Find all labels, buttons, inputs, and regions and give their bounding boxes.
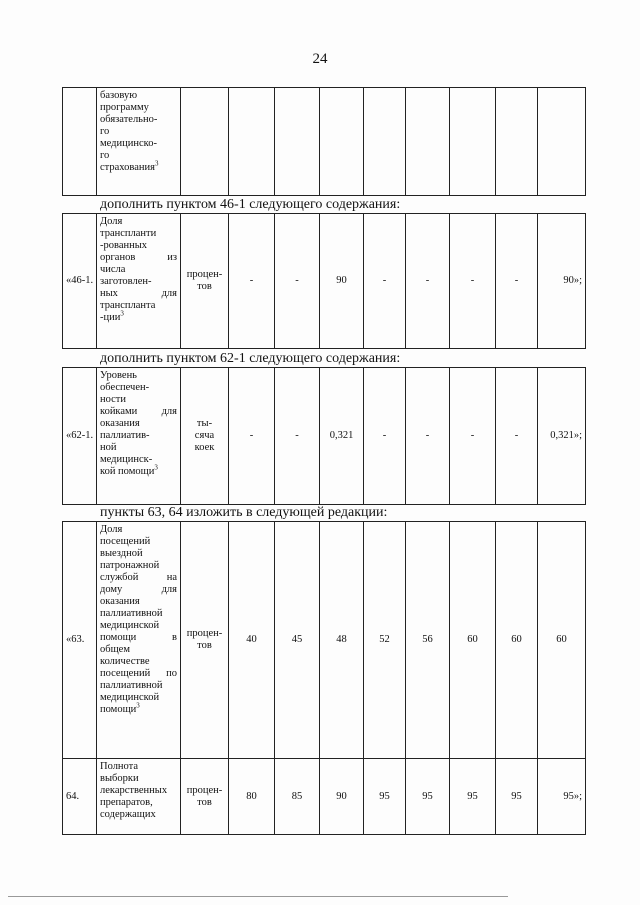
unit-cell — [181, 214, 229, 349]
indicator-name-line: медицинской — [100, 620, 160, 631]
indicator-name-word: в — [172, 632, 177, 643]
unit-line: тов — [197, 640, 212, 651]
indicator-name-word: по — [166, 668, 177, 679]
value-cell: 52 — [364, 522, 406, 759]
indicator-name-line: ности — [100, 394, 126, 405]
indicator-name-cell — [97, 522, 181, 759]
indicator-name-word: для — [161, 288, 177, 299]
indicator-name-line: количестве — [100, 656, 150, 667]
indicator-name-line: медицинско- — [100, 138, 157, 149]
unit-line: процен- — [186, 269, 223, 280]
value-cell: - — [364, 214, 406, 349]
unit-cell — [181, 368, 229, 505]
indicator-name-line: паллиативной — [100, 608, 163, 619]
unit-line: коек — [194, 442, 215, 453]
indicator-name-line: программу — [100, 102, 149, 113]
indicator-name-cell — [97, 214, 181, 349]
value-cell: 48 — [320, 522, 364, 759]
indicator-name-line: базовую — [100, 90, 138, 101]
indicator-name-line — [100, 572, 177, 584]
indicator-name-line: оказания — [100, 418, 140, 429]
footer-divider — [8, 896, 508, 897]
value-cell — [496, 88, 538, 196]
indicator-name-line: посещений — [100, 536, 151, 547]
row-number-cell: «46-1. — [63, 214, 97, 349]
value-cell: 0,321»; — [538, 368, 586, 505]
footnote-marker: 3 — [154, 159, 159, 168]
indicator-name-line: ной — [100, 442, 117, 453]
indicator-name-line — [100, 668, 177, 680]
value-cell: - — [496, 214, 538, 349]
indicator-name-line: обеспечен- — [100, 382, 150, 393]
value-cell: 95 — [496, 759, 538, 835]
value-cell: - — [275, 214, 320, 349]
value-cell: 90 — [320, 214, 364, 349]
indicator-name-line: -рованных — [100, 240, 148, 251]
value-cell: - — [364, 368, 406, 505]
value-cell: 85 — [275, 759, 320, 835]
row-number-cell: «62-1. — [63, 368, 97, 505]
indicator-name-line: Доля — [100, 524, 123, 535]
value-cell — [229, 88, 275, 196]
indicator-name-line: паллиатив- — [100, 430, 150, 441]
indicator-name-line — [100, 406, 177, 418]
indicator-name-line: Доля — [100, 216, 123, 227]
indicator-name-line: го — [100, 126, 110, 137]
indicator-name-word: для — [161, 584, 177, 595]
unit-cell — [181, 522, 229, 759]
table-row — [63, 759, 586, 835]
indicator-name-line: Полнота — [100, 761, 139, 772]
value-cell: 60 — [496, 522, 538, 759]
indicator-name-line: заготовлен- — [100, 276, 152, 287]
value-cell: 45 — [275, 522, 320, 759]
unit-line: сяча — [194, 430, 215, 441]
indicator-name-line: патронажной — [100, 560, 160, 571]
indicator-name-line: содержащих — [100, 809, 156, 820]
value-cell — [450, 88, 496, 196]
indicator-name-cell — [97, 88, 181, 196]
indicator-name-line — [100, 252, 177, 264]
row-number-cell: «63. — [63, 522, 97, 759]
value-cell: - — [275, 368, 320, 505]
indicator-name-line: помощи$^3$ — [100, 701, 140, 715]
instruction-text-62-1: дополнить пунктом 62-1 следующего содержания: — [100, 351, 401, 366]
indicator-name-line: общем — [100, 644, 130, 655]
indicator-name-word: на — [166, 572, 177, 583]
value-cell — [538, 88, 586, 196]
indicator-name-line: оказания — [100, 596, 140, 607]
unit-line: ты- — [196, 418, 213, 429]
indicator-name-word: для — [161, 406, 177, 417]
indicator-name-line: обязательно- — [100, 114, 158, 125]
unit-line: тов — [197, 796, 212, 808]
table-row-46-1-block — [62, 213, 586, 349]
indicator-name-word: ных — [100, 288, 118, 299]
value-cell: - — [406, 368, 450, 505]
indicator-name-line: лекарственных — [100, 785, 168, 796]
indicator-name-cell — [97, 368, 181, 505]
value-cell: 95»; — [538, 759, 586, 835]
indicator-name-line: кой помощи$^3$ — [100, 463, 158, 477]
indicator-name-line: транспланти — [100, 228, 157, 239]
indicator-name-word: органов — [100, 252, 136, 263]
indicator-name-line — [100, 288, 177, 300]
table-row — [63, 214, 586, 349]
indicator-name — [100, 90, 177, 174]
table-rows-63-64-block — [62, 521, 586, 835]
unit-line: процен- — [186, 784, 223, 796]
unit-line: тов — [197, 281, 212, 292]
value-cell: 95 — [406, 759, 450, 835]
value-cell: - — [496, 368, 538, 505]
indicator-name-word: дому — [100, 584, 123, 595]
table-block-continuation — [62, 87, 586, 196]
value-cell: 95 — [450, 759, 496, 835]
value-cell: 90 — [320, 759, 364, 835]
table-row — [63, 368, 586, 505]
indicator-name-word: посещений — [100, 668, 151, 679]
num-cell — [63, 88, 97, 196]
value-cell: 95 — [364, 759, 406, 835]
indicator-name-word: службой — [100, 572, 139, 583]
indicator-name-line: выездной — [100, 548, 143, 559]
instruction-text-46-1: дополнить пунктом 46-1 следующего содержания: — [100, 197, 401, 212]
indicator-name-line: препаратов, — [100, 797, 153, 808]
indicator-name-line: страхования$^3$ — [100, 159, 159, 173]
indicator-name-line: го — [100, 150, 110, 161]
indicator-name-word: койками — [100, 406, 138, 417]
table-row-62-1-block — [62, 367, 586, 505]
unit-cell — [181, 88, 229, 196]
indicator-name-line: медицинской — [100, 692, 160, 703]
value-cell: 0,321 — [320, 368, 364, 505]
value-cell — [364, 88, 406, 196]
value-cell: 56 — [406, 522, 450, 759]
value-cell — [320, 88, 364, 196]
value-cell: - — [406, 214, 450, 349]
indicator-name-word: помощи — [100, 632, 137, 643]
indicator-name-word: из — [167, 252, 177, 263]
instruction-text-63-64: пункты 63, 64 изложить в следующей редакции: — [100, 505, 388, 520]
footnote-marker: 3 — [154, 463, 158, 472]
indicator-name-line: Уровень — [100, 370, 137, 381]
value-cell: 80 — [229, 759, 275, 835]
value-cell: - — [450, 368, 496, 505]
indicator-name-cell — [97, 759, 181, 835]
value-cell: 90»; — [538, 214, 586, 349]
unit-cell — [181, 759, 229, 835]
page-number: 24 — [312, 51, 328, 67]
footnote-marker: 3 — [136, 701, 140, 710]
value-cell — [406, 88, 450, 196]
indicator-name-line: -ции$^3$ — [100, 309, 124, 323]
indicator-name-line: медицинск- — [100, 454, 153, 465]
value-cell — [275, 88, 320, 196]
row-number-cell: 64. — [63, 759, 97, 835]
value-cell: - — [229, 214, 275, 349]
footnote-marker: 3 — [120, 309, 124, 318]
value-cell: - — [450, 214, 496, 349]
value-cell: 40 — [229, 522, 275, 759]
unit-line: процен- — [186, 628, 223, 639]
indicator-name-line: выборки — [100, 773, 139, 784]
indicator-name-line: транспланта — [100, 300, 156, 311]
indicator-name-line: числа — [100, 264, 126, 275]
indicator-name-line — [100, 632, 177, 644]
indicator-name-line — [100, 584, 177, 596]
value-cell: 60 — [450, 522, 496, 759]
table-row — [63, 522, 586, 759]
value-cell: 60 — [538, 522, 586, 759]
table-row — [63, 88, 586, 196]
value-cell: - — [229, 368, 275, 505]
indicator-name-line: паллиативной — [100, 680, 163, 691]
